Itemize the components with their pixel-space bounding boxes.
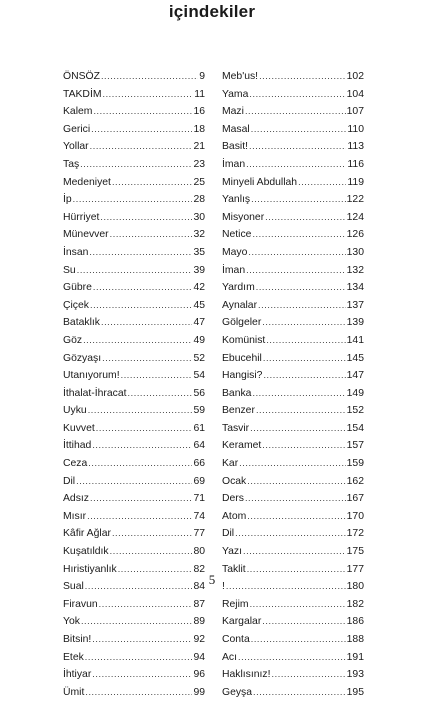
toc-entry-page: 170: [346, 510, 364, 522]
dot-leader: [266, 332, 345, 350]
dot-leader: [239, 455, 345, 473]
toc-entry: [222, 191, 364, 209]
toc-entry-page: 49: [193, 334, 205, 346]
toc-entry-title: !: [222, 581, 225, 593]
toc-entry-title: İman: [222, 264, 246, 276]
toc-entry-title: Yama: [222, 88, 249, 100]
dot-leader: [90, 138, 193, 156]
toc-entry-page: 61: [193, 422, 205, 434]
dot-leader: [251, 631, 346, 649]
toc-entry: [63, 174, 205, 192]
toc-entry: [222, 226, 364, 244]
toc-entry: [63, 525, 205, 543]
page-title: içindekiler: [168, 2, 256, 21]
toc-entry-title: Komünist: [222, 334, 266, 346]
toc-entry-title: Kar: [222, 458, 239, 470]
toc-entry-title: Masal: [222, 123, 250, 135]
dot-leader: [246, 156, 346, 174]
toc-entry: [63, 209, 205, 227]
dot-leader: [90, 490, 192, 508]
dot-leader: [250, 420, 346, 438]
toc-entry-title: Netice: [222, 229, 252, 241]
toc-entry: [222, 473, 364, 491]
dot-leader: [262, 437, 345, 455]
toc-entry-title: Etek: [63, 651, 84, 663]
dot-leader: [253, 684, 346, 701]
toc-entry-title: Gözyaşı: [63, 352, 102, 364]
toc-entry-page: 94: [193, 651, 205, 663]
toc-entry-title: Medeniyet: [63, 176, 111, 188]
toc-entry-title: Benzer: [222, 405, 255, 417]
toc-entry-page: 89: [193, 616, 205, 628]
toc-entry-title: Yanlış: [222, 194, 251, 206]
toc-entry: [222, 103, 364, 121]
toc-entry-title: Minyeli Abdullah: [222, 176, 298, 188]
dot-leader: [91, 121, 192, 139]
dot-leader: [251, 121, 347, 139]
toc-entry-title: Yollar: [63, 141, 89, 153]
toc-entry-page: 110: [347, 123, 364, 135]
toc-column-right: [222, 68, 364, 701]
toc-entry: [63, 508, 205, 526]
toc-entry: [222, 525, 364, 543]
toc-entry: [63, 649, 205, 667]
toc-entry: [222, 631, 364, 649]
dot-leader: [235, 525, 346, 543]
toc-entry: [63, 297, 205, 315]
toc-entry: [222, 490, 364, 508]
page-number: 5: [208, 572, 216, 587]
toc-entry-page: 23: [193, 158, 205, 170]
toc-entry-title: Göz: [63, 334, 83, 346]
toc-entry-title: Ümit: [63, 686, 85, 698]
toc-entry-title: Geyşa: [222, 686, 253, 698]
toc-entry-title: Mısır: [63, 510, 87, 522]
toc-entry: [222, 209, 364, 227]
toc-entry: [222, 68, 364, 86]
toc-entry-page: 47: [193, 317, 205, 329]
toc-entry-page: 154: [346, 422, 364, 434]
toc-entry-page: 16: [193, 106, 205, 118]
dot-leader: [112, 174, 192, 192]
toc-entry-title: Basit!: [222, 141, 248, 153]
toc-entry-page: 191: [346, 651, 364, 663]
toc-entry-title: Dil: [63, 475, 76, 487]
toc-entry-title: Kuvvet: [63, 422, 95, 434]
dot-leader: [121, 367, 193, 385]
toc-entry: [222, 420, 364, 438]
toc-entry-page: 134: [346, 282, 364, 294]
toc-entry: [222, 385, 364, 403]
toc-entry-page: 42: [193, 282, 205, 294]
toc-entry-page: 175: [346, 546, 364, 558]
dot-leader: [88, 402, 193, 420]
toc-entry: [222, 455, 364, 473]
toc-entry: [63, 420, 205, 438]
toc-entry-page: 25: [193, 176, 205, 188]
toc-entry-page: 52: [193, 352, 205, 364]
dot-leader: [248, 244, 345, 262]
dot-leader: [252, 226, 345, 244]
dot-leader: [80, 156, 192, 174]
toc-entry: [222, 244, 364, 262]
toc-entry-page: 45: [193, 299, 205, 311]
toc-entry-title: İnsan: [63, 246, 89, 258]
dot-leader: [93, 279, 193, 297]
toc-entry-title: Su: [63, 264, 76, 276]
toc-entry-title: Kuşatıldık: [63, 546, 109, 558]
toc-entry-page: 116: [347, 158, 364, 170]
toc-entry-page: 66: [193, 458, 205, 470]
toc-entry-page: 56: [193, 387, 205, 399]
toc-entry: [222, 666, 364, 684]
toc-entry-title: TAKDİM: [63, 88, 102, 100]
toc-entry-title: İttihad: [63, 440, 92, 452]
toc-entry-title: İp: [63, 194, 72, 206]
toc-entry-page: 132: [346, 264, 364, 276]
toc-entry-title: Ebucehil: [222, 352, 262, 364]
toc-entry: [222, 367, 364, 385]
toc-entry: [63, 350, 205, 368]
dot-leader: [238, 649, 346, 667]
toc-entry-title: Banka: [222, 387, 252, 399]
toc-entry: [222, 508, 364, 526]
toc-entry: [63, 437, 205, 455]
toc-entry: [63, 684, 205, 701]
toc-entry-title: Gübre: [63, 282, 92, 294]
toc-entry-title: Conta: [222, 634, 250, 645]
toc-entry-title: Çiçek: [63, 299, 89, 311]
toc-entry-title: Kalem: [63, 106, 93, 118]
toc-entry-title: Taş: [63, 158, 80, 170]
toc-entry-title: ÖNSÖZ: [63, 71, 100, 82]
toc-entry: [222, 332, 364, 350]
toc-entry-page: 167: [346, 493, 364, 505]
dot-leader: [256, 402, 346, 420]
toc-entry: [63, 613, 205, 631]
dot-leader: [92, 631, 192, 649]
toc-entry-page: 28: [193, 194, 205, 206]
toc-entry-page: 35: [193, 246, 205, 258]
toc-entry: [63, 367, 205, 385]
toc-entry-title: Kargalar: [222, 616, 262, 628]
toc-entry-title: İhtiyar: [63, 669, 92, 681]
toc-entry-page: 141: [346, 334, 364, 346]
toc-entry-title: Mayo: [222, 246, 248, 258]
toc-entry: [63, 262, 205, 280]
toc-entry-page: 18: [193, 123, 205, 135]
toc-entry: [63, 402, 205, 420]
dot-leader: [87, 508, 192, 526]
dot-leader: [245, 490, 346, 508]
toc-entry: [63, 279, 205, 297]
dot-leader: [256, 279, 346, 297]
toc-entry-page: 157: [346, 440, 364, 452]
toc-entry-page: 162: [346, 475, 364, 487]
dot-leader: [110, 226, 193, 244]
toc-entry-title: Ocak: [222, 475, 247, 487]
toc-entry: [222, 86, 364, 104]
toc-entry-title: Ceza: [63, 458, 88, 470]
dot-leader: [100, 209, 192, 227]
toc-entry-page: 74: [193, 510, 205, 522]
toc-entry-page: 69: [193, 475, 205, 487]
toc-entry: [222, 138, 364, 156]
dot-leader: [272, 666, 346, 684]
dot-leader: [247, 508, 345, 526]
toc-entry: [63, 385, 205, 403]
toc-entry-page: 195: [346, 686, 364, 698]
toc-entry-page: 39: [193, 264, 205, 276]
toc-entry-title: Tasvir: [222, 422, 250, 434]
toc-entry-title: Dil: [222, 528, 235, 540]
toc-entry: [63, 156, 205, 174]
toc-entry: [63, 86, 205, 104]
toc-entry: [222, 613, 364, 631]
toc-entry-page: 32: [193, 229, 205, 241]
dot-leader: [89, 244, 192, 262]
toc-entry-page: 177: [346, 563, 364, 575]
toc-entry-page: 113: [347, 141, 364, 153]
dot-leader: [246, 262, 346, 280]
toc-entry-page: 182: [346, 598, 364, 610]
toc-entry-title: Gölgeler: [222, 317, 262, 329]
dot-leader: [99, 596, 193, 614]
toc-entry-title: İthalat-İhracat: [63, 387, 127, 399]
toc-entry-title: Haklısınız!: [222, 669, 271, 681]
toc-entry: [222, 684, 364, 701]
dot-leader: [77, 262, 193, 280]
toc-entry: [63, 490, 205, 508]
dot-leader: [101, 68, 198, 86]
dot-leader: [101, 314, 192, 332]
toc-entry-page: 124: [346, 211, 364, 223]
toc-entry-title: Yardım: [222, 282, 255, 294]
toc-entry-page: 80: [193, 546, 205, 558]
toc-entry-page: 64: [193, 440, 205, 452]
toc-entry-title: Sual: [63, 581, 84, 593]
toc-entry: [222, 297, 364, 315]
toc-entry-page: 172: [346, 528, 364, 540]
toc-entry-title: Bitsin!: [63, 634, 92, 645]
toc-entry-page: 96: [193, 669, 205, 681]
dot-leader: [263, 350, 346, 368]
toc-entry-page: 180: [346, 581, 364, 593]
toc-entry-page: 130: [346, 246, 364, 258]
toc-entry-title: Kâfir Ağlar: [63, 528, 111, 540]
dot-leader: [90, 297, 192, 315]
toc-entry: [63, 455, 205, 473]
toc-entry-title: Aynalar: [222, 299, 258, 311]
toc-entry: [63, 666, 205, 684]
toc-entry-title: Yazı: [222, 546, 243, 558]
dot-leader: [298, 174, 346, 192]
toc-entry-title: Uyku: [63, 405, 87, 417]
dot-leader: [265, 209, 346, 227]
toc-entry-page: 186: [346, 616, 364, 628]
dot-leader: [258, 297, 346, 315]
toc-entry: [222, 314, 364, 332]
dot-leader: [243, 543, 346, 561]
toc-entry-page: 102: [346, 71, 364, 82]
dot-leader: [102, 86, 193, 104]
dot-leader: [83, 332, 192, 350]
toc-entry: [63, 596, 205, 614]
toc-entry-title: Hangisi?: [222, 370, 263, 382]
dot-leader: [259, 68, 346, 86]
toc-entry-page: 149: [346, 387, 364, 399]
dot-leader: [245, 103, 346, 121]
toc-entry-page: 54: [193, 370, 205, 382]
dot-leader: [110, 543, 193, 561]
dot-leader: [102, 350, 192, 368]
dot-leader: [247, 473, 345, 491]
toc-entry-title: Firavun: [63, 598, 98, 610]
toc-entry-page: 21: [193, 141, 205, 153]
toc-entry: [222, 402, 364, 420]
dot-leader: [92, 437, 192, 455]
toc-entry-title: Münevver: [63, 229, 109, 241]
toc-entry-page: 139: [346, 317, 364, 329]
toc-entry-page: 126: [346, 229, 364, 241]
toc-entry-title: Adsız: [63, 493, 89, 505]
dot-leader: [251, 191, 346, 209]
dot-leader: [262, 613, 345, 631]
dot-leader: [88, 455, 192, 473]
toc-entry-page: 59: [193, 405, 205, 417]
toc-entry-page: 152: [346, 405, 364, 417]
dot-leader: [93, 103, 192, 121]
toc-entry-title: Gerici: [63, 123, 91, 135]
toc-entry-page: 104: [346, 88, 364, 100]
toc-entry-page: 147: [346, 370, 364, 382]
toc-entry-page: 137: [346, 299, 364, 311]
toc-entry-page: 77: [193, 528, 205, 540]
toc-entry: [63, 314, 205, 332]
dot-leader: [250, 596, 346, 614]
dot-leader: [263, 367, 345, 385]
toc-entry-page: 122: [346, 194, 364, 206]
toc-entry-page: 71: [193, 493, 205, 505]
dot-leader: [252, 385, 345, 403]
toc-entry: [63, 631, 205, 649]
toc-entry: [63, 244, 205, 262]
toc-entry-page: 9: [199, 71, 205, 82]
toc-entry-page: 84: [193, 581, 205, 593]
toc-entry-title: Utanıyorum!: [63, 370, 120, 382]
toc-entry-page: 11: [194, 88, 205, 100]
toc-entry: [63, 473, 205, 491]
toc-entry: [222, 156, 364, 174]
toc-entry-page: 193: [346, 669, 364, 681]
toc-entry-title: Hıristiyanlık: [63, 563, 117, 575]
toc-entry: [222, 279, 364, 297]
toc-entry-page: 145: [346, 352, 364, 364]
dot-leader: [85, 684, 192, 701]
toc-entry-page: 188: [346, 634, 364, 645]
dot-leader: [128, 385, 193, 403]
toc-column-left: [63, 68, 205, 701]
toc-entry: [222, 262, 364, 280]
toc-entry-page: 107: [346, 106, 364, 118]
toc-entry-title: İman: [222, 158, 246, 170]
dot-leader: [76, 473, 192, 491]
toc-entry-title: Ders: [222, 493, 244, 505]
toc-entry-page: 87: [193, 598, 205, 610]
toc-entry-title: Hürriyet: [63, 211, 100, 223]
toc-entry-page: 30: [193, 211, 205, 223]
toc-entry: [222, 649, 364, 667]
toc-entry-title: Mazi: [222, 106, 244, 118]
toc-entry-page: 159: [346, 458, 364, 470]
toc-entry-title: Yok: [63, 616, 80, 628]
toc-entry-page: 119: [347, 176, 364, 188]
dot-leader: [73, 191, 193, 209]
toc-entry: [222, 121, 364, 139]
toc-entry: [222, 596, 364, 614]
toc-entry: [63, 103, 205, 121]
dot-leader: [262, 314, 345, 332]
toc-entry-title: Acı: [222, 651, 238, 663]
toc-entry: [63, 226, 205, 244]
toc-entry-title: Bataklık: [63, 317, 100, 329]
toc-entry: [222, 174, 364, 192]
toc-entry: [63, 332, 205, 350]
toc-entry-page: 92: [193, 634, 205, 645]
toc-entry: [222, 543, 364, 561]
toc-entry-page: 82: [193, 563, 205, 575]
toc-entry-title: Rejim: [222, 598, 249, 610]
toc-entry: [63, 121, 205, 139]
toc-entry: [222, 437, 364, 455]
dot-leader: [249, 138, 346, 156]
toc-entry: [63, 191, 205, 209]
dot-leader: [96, 420, 193, 438]
dot-leader: [92, 666, 192, 684]
dot-leader: [249, 86, 345, 104]
toc-entry: [63, 543, 205, 561]
toc-entry-title: Atom: [222, 510, 247, 522]
toc-entry-title: Taklit: [222, 563, 246, 575]
toc-entry-page: 99: [193, 686, 205, 698]
dot-leader: [112, 525, 193, 543]
toc-entry-title: Meb'us!: [222, 71, 259, 82]
toc-entry: [63, 68, 205, 86]
toc-entry: [63, 138, 205, 156]
dot-leader: [85, 649, 193, 667]
toc-entry: [222, 350, 364, 368]
toc-entry-title: Keramet: [222, 440, 262, 452]
dot-leader: [81, 613, 192, 631]
toc-entry-title: Misyoner: [222, 211, 265, 223]
